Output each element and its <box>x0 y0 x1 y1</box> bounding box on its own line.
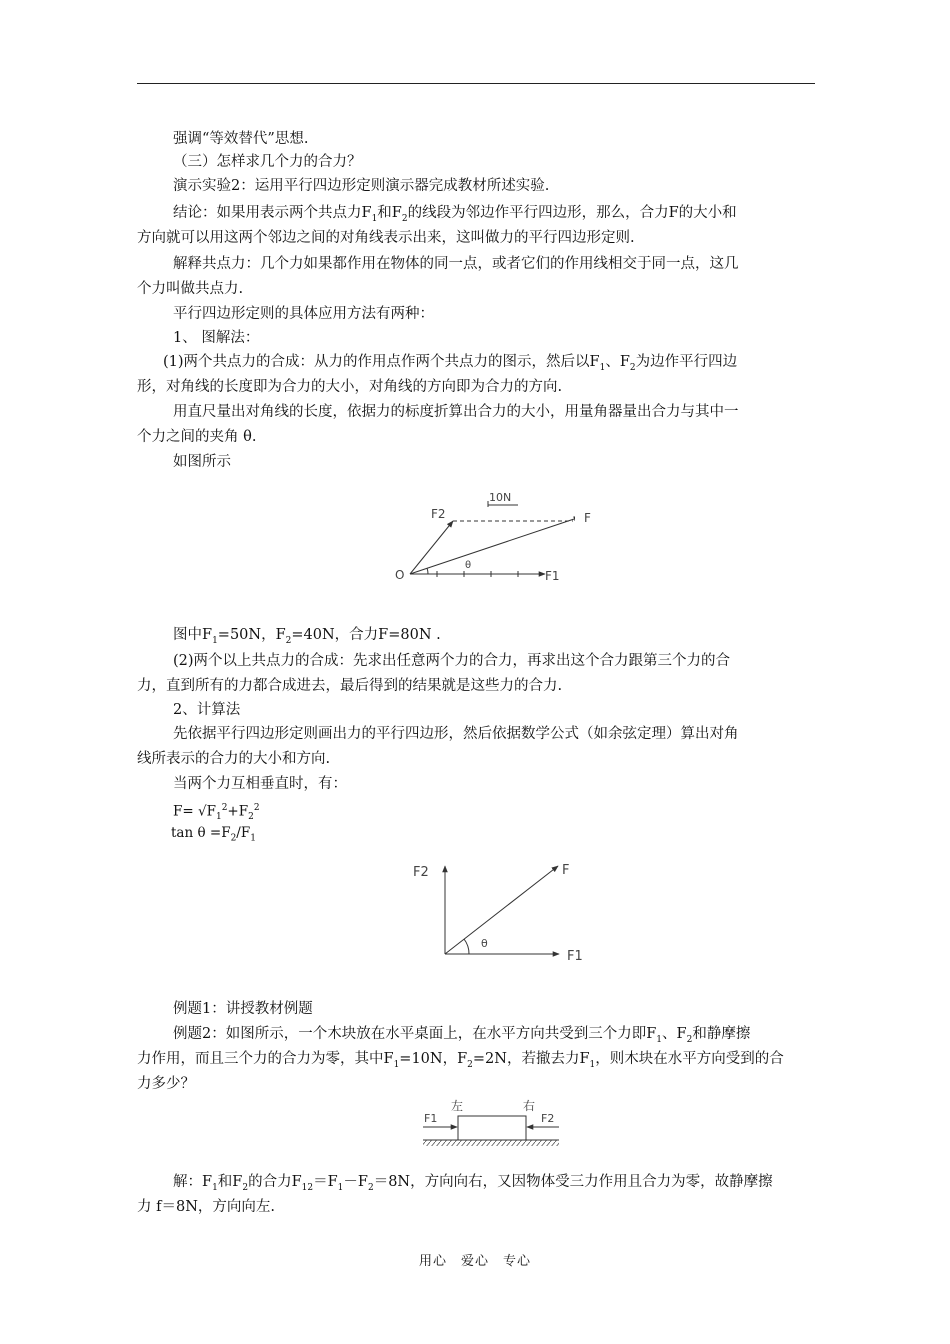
text-line: 强调“等效替代”思想. <box>173 131 309 147</box>
wooden-block <box>458 1116 526 1140</box>
parallelogram-figure <box>385 485 575 585</box>
text-line: 方向就可以用这两个邻边之间的对角线表示出来，这叫做力的平行四边形定则. <box>137 230 635 246</box>
formula-tan: $\tan \theta =F_2/F_1$ <box>171 825 256 844</box>
perpendicular-forces-figure <box>405 852 595 967</box>
text-line: 解：$F_1$和$F_2$的合力$F_{12}=F_1-F_2=8N$，方向向右，又因物体受三力作用且合力为零，故静摩擦 <box>173 1174 773 1193</box>
text-line: 力，直到所有的力都合成进去，最后得到的结果就是这些力的合力. <box>137 678 563 694</box>
right-label: 右 <box>523 1099 536 1113</box>
header-rule <box>137 83 815 84</box>
origin-label: O <box>395 568 405 582</box>
f-label: F <box>584 511 591 525</box>
f1-label: F1 <box>545 569 560 583</box>
resultant-f-arrow <box>410 517 575 574</box>
theta-label: θ <box>481 937 488 950</box>
text-line: 力作用，而且三个力的合力为零，其中$F_1=10N$，$F_2=2N$，若撤去力$F_1$，则木块在水平方向受到的合 <box>137 1051 784 1070</box>
text-line: 例题1：讲授教材例题 <box>173 1001 313 1017</box>
force-f2-arrow <box>410 521 453 574</box>
text-line: 如图所示 <box>173 454 231 470</box>
block-figure <box>415 1094 565 1150</box>
text-line: 先依据平行四边形定则画出力的平行四边形，然后依据数学公式（如余弦定理）算出对角 <box>173 726 739 742</box>
text-line: 个力叫做共点力. <box>137 281 244 297</box>
f2-label: F2 <box>413 865 429 880</box>
f2-label: F2 <box>431 507 446 521</box>
f-label: F <box>562 863 570 878</box>
text-line: 个力之间的夹角 θ. <box>137 429 257 445</box>
text-line: 线所表示的合力的大小和方向. <box>137 751 331 767</box>
f-label-box <box>580 508 600 528</box>
f2-label: F2 <box>541 1112 555 1125</box>
theta-label: θ <box>465 560 472 571</box>
text-line: 图中$F_1=50N$，$F_2=40N$，合力F=80N . <box>173 627 441 646</box>
text-line: 2、计算法 <box>173 702 241 718</box>
section-heading: （三）怎样求几个力的合力？ <box>173 154 362 170</box>
text-line: 结论：如果用表示两个共点力$F_1$和$F_2$的线段为邻边作平行四边形，那么，合力F的大小和 <box>173 205 737 224</box>
resultant-f-arrow <box>445 866 558 954</box>
scale-label: 10N <box>489 491 512 504</box>
text-line: (2)两个以上共点力的合成：先求出任意两个力的合力，再求出这个合力跟第三个力的合 <box>173 653 731 669</box>
page-footer: 用心 爱心 专心 <box>418 1254 531 1269</box>
text-line: 1、 图解法： <box>173 330 260 346</box>
text-line: (1)两个共点力的合成：从力的作用点作两个共点力的图示，然后以$F_1$、$F_2$为边作平行四边 <box>163 354 738 373</box>
text-line: 平行四边形定则的具体应用方法有两种： <box>173 306 434 322</box>
text-line: 力多少？ <box>137 1076 195 1092</box>
text-line: 力 f＝8N，方向向左. <box>137 1199 275 1215</box>
left-label: 左 <box>451 1099 464 1113</box>
text-line: 例题2：如图所示，一个木块放在水平桌面上，在水平方向共受到三个力即$F_1$、$F_2$和静摩擦 <box>173 1026 751 1045</box>
text-line: 形，对角线的长度即为合力的大小，对角线的方向即为合力的方向. <box>137 379 563 395</box>
f1-label: F1 <box>424 1112 438 1125</box>
f1-label: F1 <box>567 949 583 964</box>
text-line: 当两个力互相垂直时，有： <box>173 776 347 792</box>
text-line: 用直尺量出对角线的长度，依据力的标度折算出合力的大小，用量角器量出合力与其中一 <box>173 404 739 420</box>
text-line: 演示实验2：运用平行四边形定则演示器完成教材所述实验. <box>173 178 550 194</box>
text-line: 解释共点力：几个力如果都作用在物体的同一点，或者它们的作用线相交于同一点，这几 <box>173 256 739 272</box>
formula-f: $F= √F_1^2+F_2^2$ <box>173 803 260 823</box>
